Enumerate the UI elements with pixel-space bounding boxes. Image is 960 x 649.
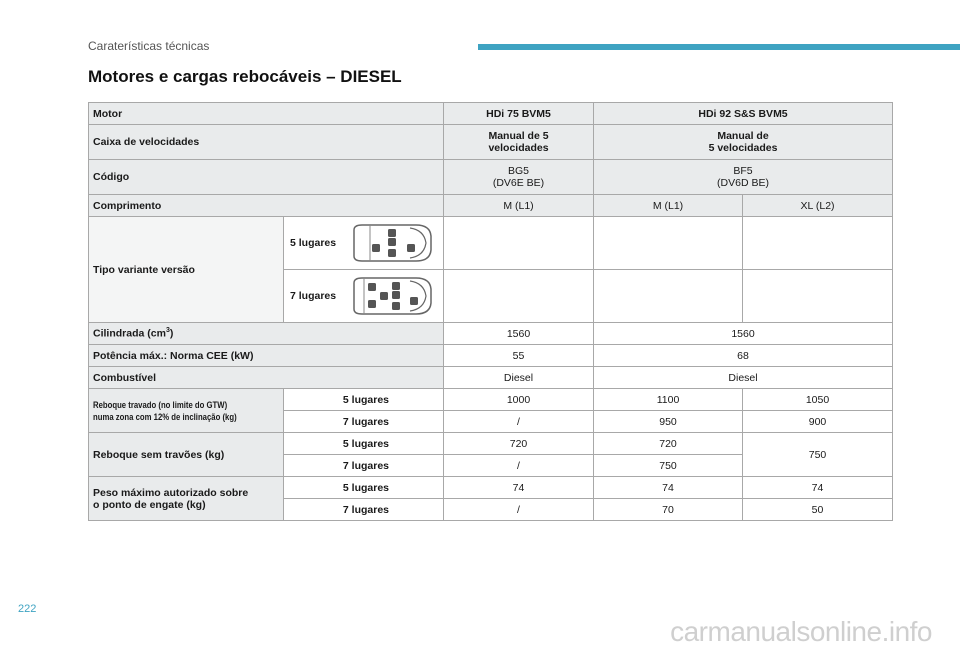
header-accent-bar [478, 44, 960, 50]
variant-7-c [743, 270, 893, 323]
variant-7-seats [284, 270, 444, 323]
displacement-a: 1560 [444, 323, 594, 345]
braked-5-c: 1050 [743, 389, 893, 411]
displacement-b: 1560 [594, 323, 893, 345]
length-b: M (L1) [594, 195, 743, 217]
braked-7-a: / [444, 411, 594, 433]
hitch-5-b: 74 [594, 477, 743, 499]
table-row [89, 367, 893, 389]
length-c: XL (L2) [743, 195, 893, 217]
fuel-a: Diesel [444, 367, 594, 389]
seats7-label: 7 lugares [290, 290, 337, 302]
variant-label: Tipo variante versão [89, 217, 284, 323]
variant-5-c [743, 217, 893, 270]
braked-7-b: 950 [594, 411, 743, 433]
variant-7-a [444, 270, 594, 323]
braked-5-seats: 5 lugares [284, 389, 444, 411]
power-label: Potência máx.: Norma CEE (kW) [89, 345, 444, 367]
hitch-5-c: 74 [743, 477, 893, 499]
unbraked-7-a: / [444, 455, 594, 477]
gearbox-label: Caixa de velocidades [89, 125, 444, 160]
gearbox-b: Manual de 5 velocidades [594, 125, 893, 160]
motor-hdi75: HDi 75 BVM5 [444, 103, 594, 125]
code-a: BG5 (DV6E BE) [444, 160, 594, 195]
engine-spec-table [88, 102, 893, 521]
gearbox-a: Manual de 5 velocidades [444, 125, 594, 160]
table-row [89, 477, 893, 499]
unbraked-merged: 750 [743, 433, 893, 477]
table-row [89, 160, 893, 195]
unbraked-5-seats: 5 lugares [284, 433, 444, 455]
braked-label: Reboque travado (no limite do GTW) numa zona com 12% de inclinação (kg) [89, 389, 284, 433]
hitch-7-c: 50 [743, 499, 893, 521]
variant-5-seats [284, 217, 444, 270]
fuel-label: Combustível [89, 367, 444, 389]
page-number: 222 [18, 603, 37, 615]
unbraked-7-seats: 7 lugares [284, 455, 444, 477]
table-row [89, 217, 893, 270]
braked-7-seats: 7 lugares [284, 411, 444, 433]
code-b: BF5 (DV6D BE) [594, 160, 893, 195]
braked-5-b: 1100 [594, 389, 743, 411]
code-label: Código [89, 160, 444, 195]
unbraked-5-a: 720 [444, 433, 594, 455]
table-row [89, 433, 893, 455]
length-a: M (L1) [444, 195, 594, 217]
hitch-7-seats: 7 lugares [284, 499, 444, 521]
table-row [89, 103, 893, 125]
variant-5-b [594, 217, 743, 270]
motor-hdi92: HDi 92 S&S BVM5 [594, 103, 893, 125]
van-5-seats-icon [350, 222, 434, 264]
length-label: Comprimento [89, 195, 444, 217]
unbraked-5-b: 720 [594, 433, 743, 455]
braked-5-a: 1000 [444, 389, 594, 411]
van-7-seats-icon [350, 275, 434, 317]
motor-label: Motor [89, 103, 444, 125]
variant-5-a [444, 217, 594, 270]
watermark: carmanualsonline.info [670, 616, 932, 647]
variant-7-b [594, 270, 743, 323]
table-row [89, 125, 893, 160]
table-row [89, 195, 893, 217]
hitch-5-a: 74 [444, 477, 594, 499]
hitch-5-seats: 5 lugares [284, 477, 444, 499]
fuel-b: Diesel [594, 367, 893, 389]
power-a: 55 [444, 345, 594, 367]
displacement-label: Cilindrada $(cm^3)$ [89, 323, 444, 345]
table-row [89, 345, 893, 367]
page-title: Motores e cargas rebocáveis – DIESEL [88, 67, 402, 86]
section-title: Caraterísticas técnicas [88, 39, 210, 53]
power-b: 68 [594, 345, 893, 367]
seats5-label: 5 lugares [290, 237, 337, 249]
unbraked-label: Reboque sem travões (kg) [89, 433, 284, 477]
table-row [89, 323, 893, 345]
table-row [89, 389, 893, 411]
unbraked-7-b: 750 [594, 455, 743, 477]
hitch-7-b: 70 [594, 499, 743, 521]
hitch-label: Peso máximo autorizado sobre o ponto de engate (kg) [89, 477, 284, 521]
braked-7-c: 900 [743, 411, 893, 433]
hitch-7-a: / [444, 499, 594, 521]
